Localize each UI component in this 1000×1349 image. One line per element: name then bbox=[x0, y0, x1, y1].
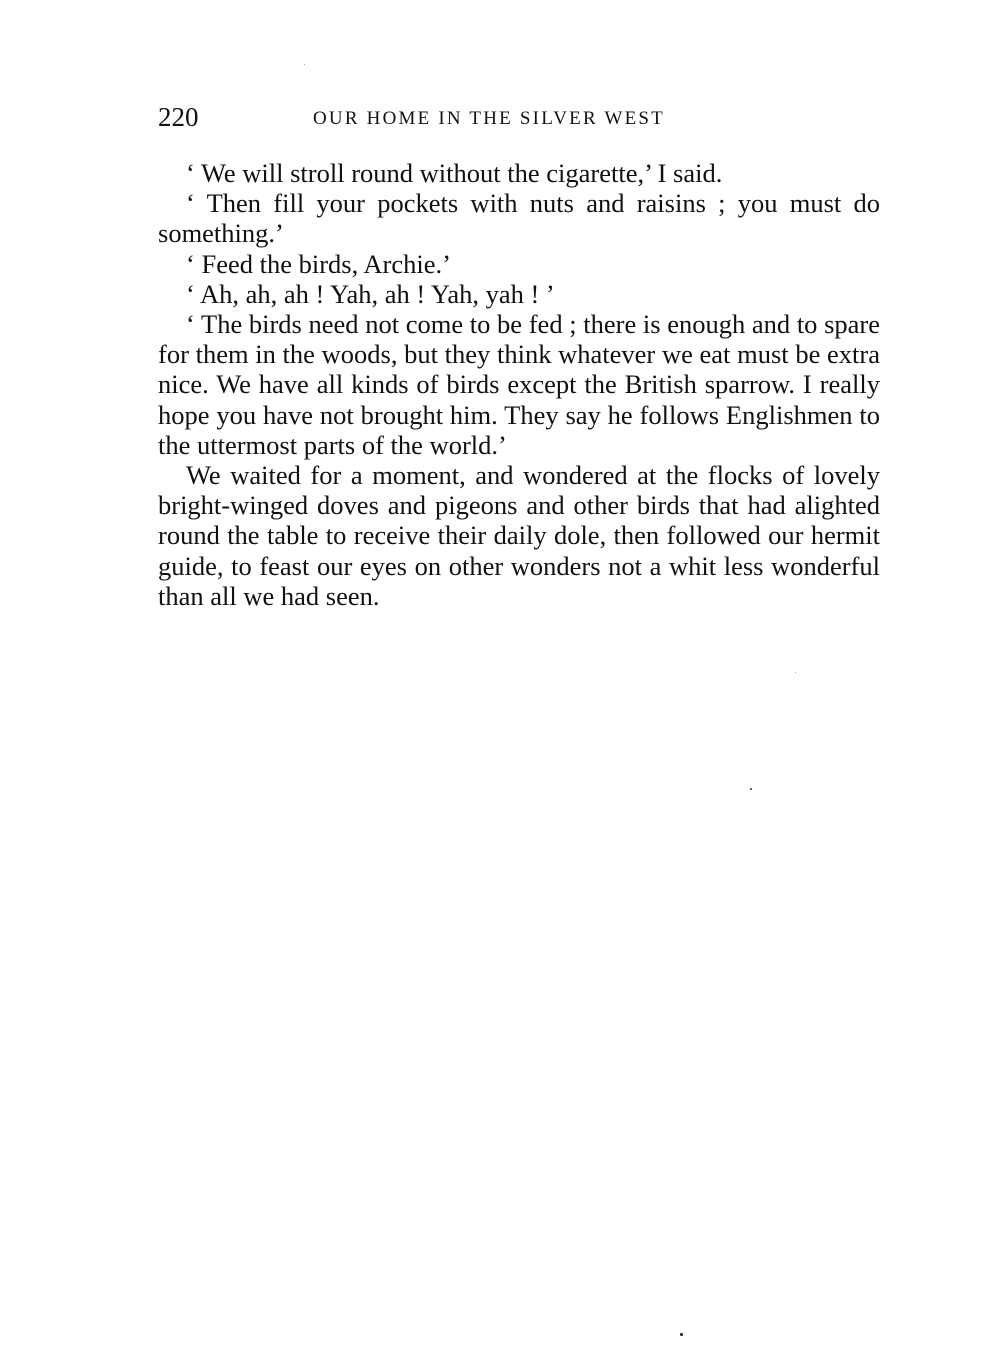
scan-speck bbox=[750, 788, 752, 790]
paragraph: ‘ Then fill your pockets with nuts and raisins ; you must do something.’ bbox=[158, 188, 880, 249]
scan-speck bbox=[795, 672, 796, 673]
paragraph: ‘ We will stroll round without the cigarette,’ I said. bbox=[186, 158, 723, 188]
page-number: 220 bbox=[158, 102, 199, 132]
paragraph: We waited for a moment, and wondered at the flocks of lovely bright-winged doves and pigeons and other birds that had alighted round the table to receive their daily dole, then followed our hermit guide, to feast our eyes on other wonders not a whit less wonderful than all we had seen. bbox=[158, 460, 880, 611]
paragraph: ‘ The birds need not come to be fed ; there is enough and to spare for them in the woods, but they think whatever we eat must be extra nice. We have all kinds of birds except the British sparrow. I really hope you have not brought him. They say he follows Englishmen to the uttermost parts of the world.’ bbox=[158, 309, 880, 460]
scan-speck bbox=[680, 1333, 683, 1336]
running-head bbox=[158, 100, 880, 134]
paragraph: ‘ Ah, ah, ah ! Yah, ah ! Yah, yah ! ’ bbox=[186, 278, 555, 309]
book-title: OUR HOME IN THE SILVER WEST bbox=[313, 108, 665, 129]
paragraph: ‘ Feed the birds, Archie.’ bbox=[186, 248, 451, 279]
body-text bbox=[158, 158, 880, 611]
scan-speck bbox=[304, 64, 305, 65]
